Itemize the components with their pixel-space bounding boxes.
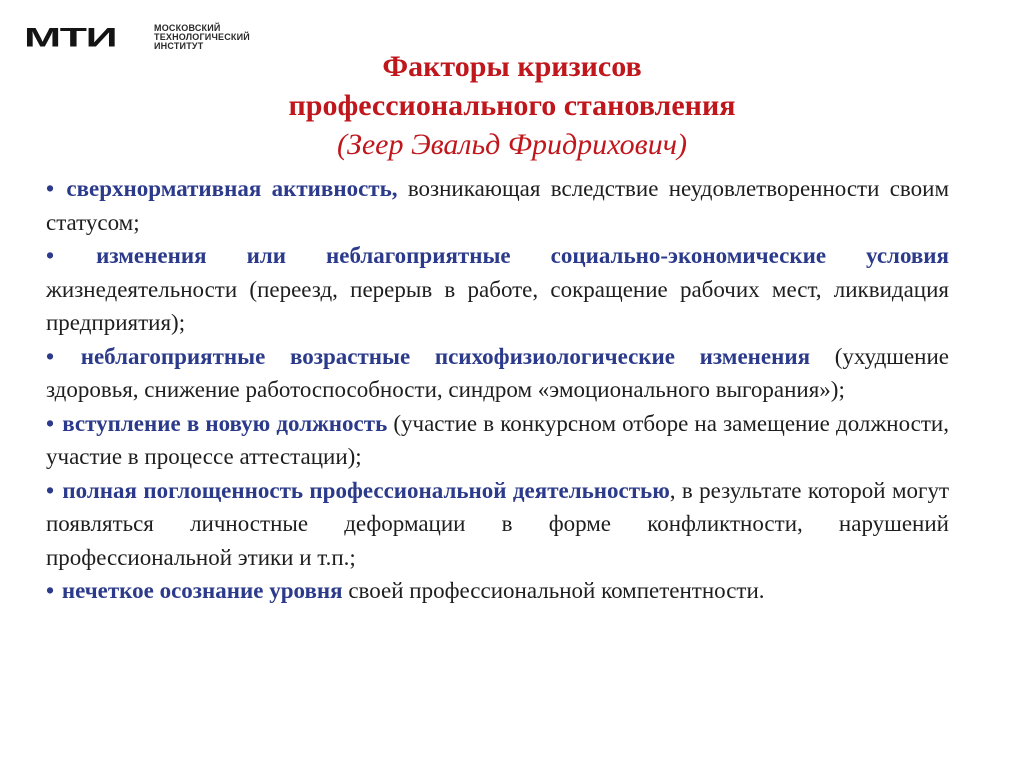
item-highlight: полная поглощенность профессиональной деятельностью [62, 477, 670, 503]
item-text: возникающая вследствие неудовлетворенности своим статусом; [46, 176, 949, 235]
factors-list [46, 172, 949, 608]
logo-mark: МТИ [24, 22, 117, 53]
item-highlight: вступление в новую должность [62, 410, 388, 436]
slide-title-author: (Зеер Эвальд Фридрихович) [336, 128, 688, 161]
item-text: своей профессиональной компетентности. [342, 578, 765, 603]
item-text: , в результате которой могут появляться личностные деформации в форме конфликтности, нарушений профессиональной этики и т.п.; [46, 477, 949, 570]
slide-title-line2: профессионального становления [288, 89, 736, 122]
item-text: жизнедеятельности (переезд, перерыв в работе, сокращение рабочих мест, ликвидация предприятия); [46, 276, 949, 335]
bullet-icon: • [46, 243, 55, 268]
item-highlight: сверхнормативная активность, [66, 176, 398, 201]
logo-caption-line2: ТЕХНОЛОГИЧЕСКИЙ [154, 32, 250, 42]
item-highlight: изменения или неблагоприятные социально-экономические условия [96, 243, 950, 268]
bullet-icon: • [46, 477, 55, 503]
list-item [46, 574, 949, 608]
item-highlight: неблагоприятные возрастные психофизиологические изменения [80, 343, 811, 369]
list-item [46, 239, 949, 340]
item-highlight: нечеткое осознание уровня [61, 578, 343, 603]
logo-caption-line3: ИНСТИТУТ [154, 41, 204, 51]
bullet-icon: • [46, 176, 55, 201]
logo-caption-line1: МОСКОВСКИЙ [154, 23, 221, 33]
bullet-icon: • [46, 410, 55, 436]
list-item [46, 474, 949, 575]
bullet-icon: • [46, 343, 55, 369]
list-item [46, 340, 949, 407]
item-text: (участие в конкурсном отборе на замещение должности, участие в процессе аттестации); [46, 410, 949, 469]
list-item [46, 407, 949, 474]
slide-title-line1: Факторы кризисов [382, 50, 642, 83]
bullet-icon: • [46, 578, 55, 603]
list-item [46, 172, 949, 239]
item-text: (ухудшение здоровья, снижение работоспособности, синдром «эмоционального выгорания»); [46, 343, 950, 402]
